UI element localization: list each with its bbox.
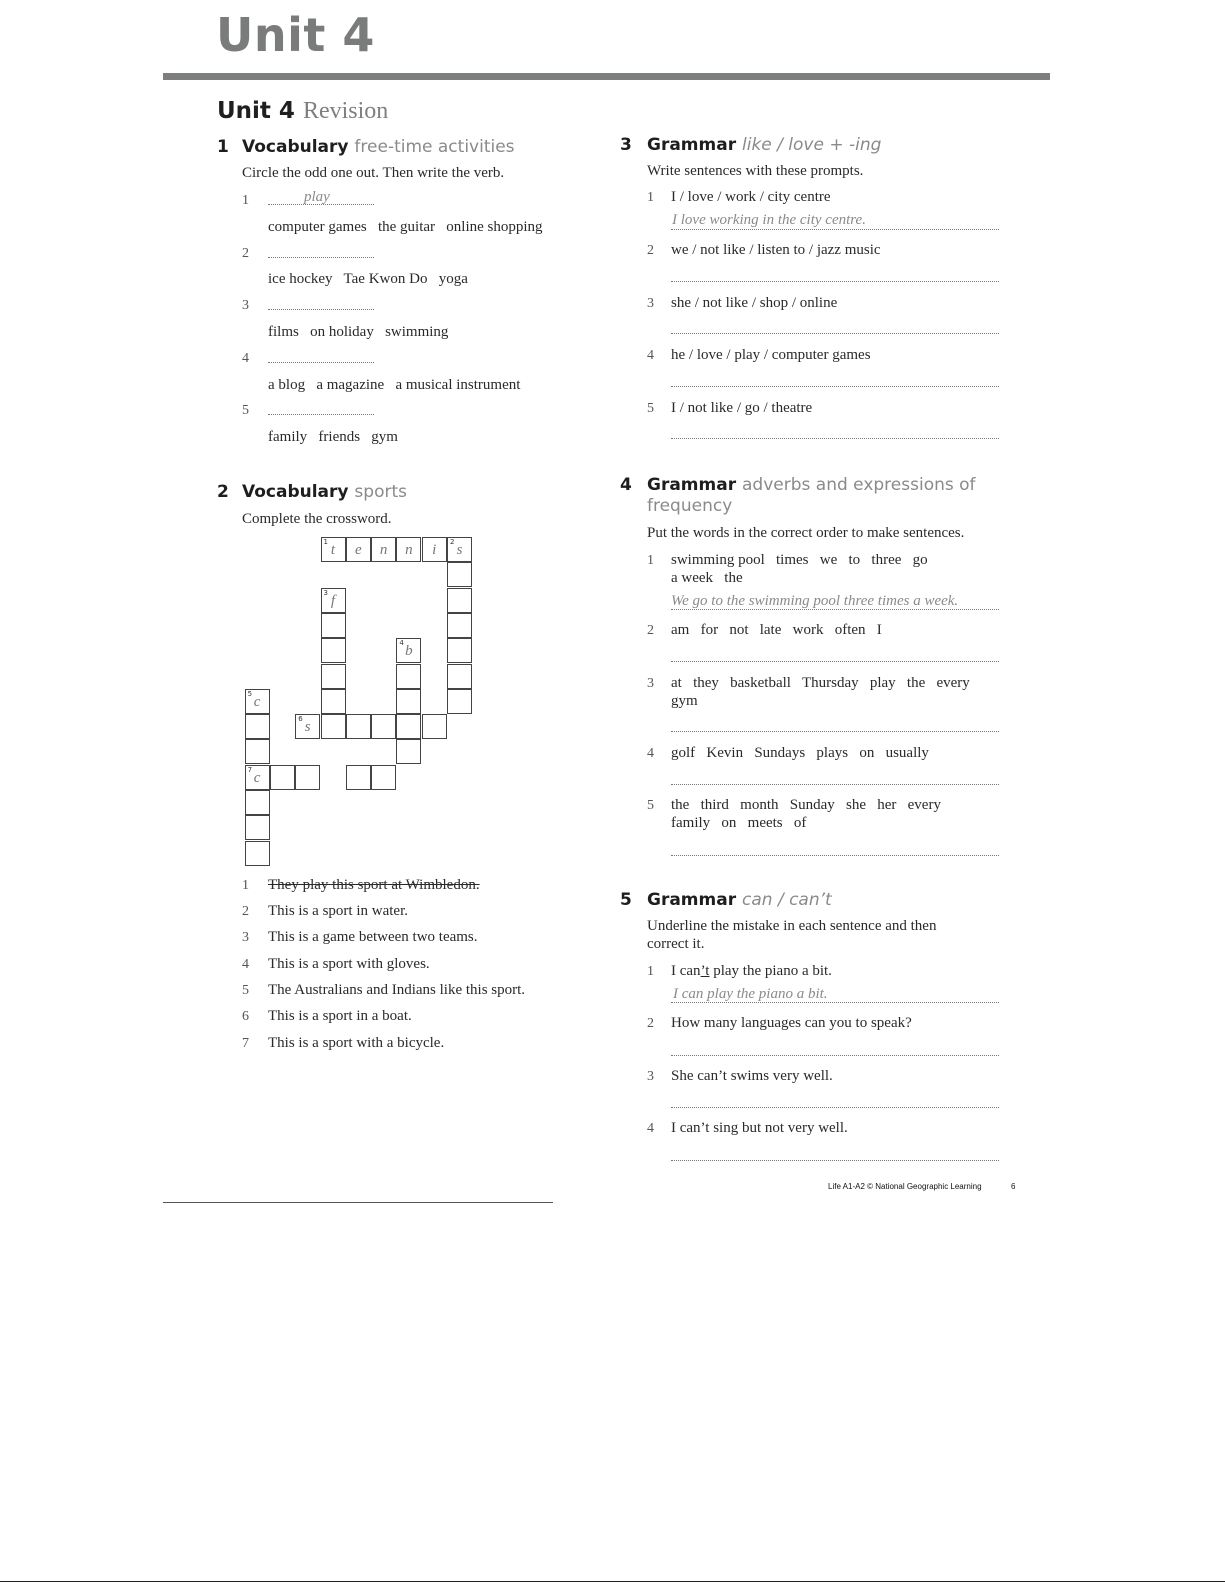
crossword-cell[interactable] [295, 714, 320, 739]
crossword-cell[interactable] [396, 664, 421, 689]
crossword-clue-number: 7 [247, 765, 253, 774]
section-2-title [242, 482, 407, 502]
crossword-cell[interactable] [245, 739, 270, 764]
section-3-instruction: Write sentences with these prompts. [647, 163, 864, 179]
s4-words: a week the [671, 570, 743, 586]
page-bottom-rule [0, 1581, 1225, 1582]
crossword-clue-number: 2 [450, 538, 455, 546]
crossword-cell[interactable] [346, 765, 371, 790]
clue-text: This is a game between two teams. [268, 929, 478, 945]
s4-item-number: 5 [647, 798, 654, 813]
crossword-cell[interactable] [447, 664, 472, 689]
page-number: 6 [1011, 1182, 1016, 1191]
s4-words: am for not late work often I [671, 622, 882, 638]
crossword-cell[interactable] [447, 613, 472, 638]
s3-answer-line[interactable] [671, 333, 999, 334]
crossword-letter: b [405, 643, 413, 660]
crossword-letter: s [304, 719, 311, 736]
s5-sentence: I can’t sing but not very well. [671, 1120, 848, 1136]
s1-answer-line[interactable] [268, 414, 374, 415]
crossword-cell[interactable] [245, 765, 270, 790]
revision-unit: Unit 4 [217, 98, 295, 124]
s3-answer-line[interactable] [671, 281, 999, 282]
s4-words: golf Kevin Sundays plays on usually [671, 745, 929, 761]
crossword-clue-number: 1 [323, 538, 328, 546]
section-1-instruction: Circle the odd one out. Then write the verb. [242, 165, 505, 181]
section-4-number: 4 [620, 475, 632, 495]
crossword-clue-number: 4 [399, 639, 404, 648]
s1-item-number: 5 [242, 403, 249, 418]
s5-answer-line[interactable] [671, 1160, 999, 1161]
section-1-topic: free-time activities [354, 137, 515, 157]
s1-answer-line[interactable] [268, 257, 374, 258]
crossword-cell[interactable] [321, 537, 346, 562]
clue-text: This is a sport with gloves. [268, 956, 430, 972]
s1-item-number: 2 [242, 246, 249, 261]
s1-item-number: 4 [242, 351, 249, 366]
clue-number: 7 [242, 1036, 249, 1051]
s3-item-number: 3 [647, 296, 654, 311]
s1-item-words: computer games the guitar online shopping [268, 219, 543, 235]
revision-word: Revision [302, 98, 389, 124]
section-5-instruction-line2: correct it. [647, 936, 705, 952]
s1-item-words: ice hockey Tae Kwon Do yoga [268, 271, 468, 287]
s5-sentence-start: I can [671, 963, 701, 979]
s5-item-number: 3 [647, 1069, 654, 1084]
clue-number: 4 [242, 957, 249, 972]
s1-answer-line[interactable] [268, 309, 374, 310]
s5-item-number: 4 [647, 1121, 654, 1136]
section-1-label: Vocabulary [242, 137, 349, 157]
s3-answer-line [671, 229, 999, 230]
s5-sentence [671, 963, 832, 980]
clue-text: This is a sport in water. [268, 903, 408, 919]
crossword-cell[interactable] [245, 689, 270, 714]
s4-answer: We go to the swimming pool three times a week. [671, 593, 959, 609]
s4-answer-line[interactable] [671, 661, 999, 662]
header-rule [163, 73, 1050, 80]
s3-prompt: she / not like / shop / online [671, 295, 838, 311]
crossword-cell[interactable] [346, 537, 371, 562]
section-1-number: 1 [217, 137, 229, 157]
s1-item-number: 1 [242, 193, 249, 208]
crossword-cell[interactable] [245, 841, 270, 866]
s5-answer-line[interactable] [671, 1107, 999, 1108]
section-2-topic: sports [354, 482, 407, 502]
crossword-cell[interactable] [346, 714, 371, 739]
clue-text: This is a sport with a bicycle. [268, 1035, 445, 1051]
s5-answer-line[interactable] [671, 1055, 999, 1056]
crossword-clue-number: 6 [298, 715, 303, 724]
section-4-topic-continued: frequency [647, 496, 733, 516]
s3-item-number: 4 [647, 348, 654, 363]
s3-item-number: 1 [647, 190, 654, 205]
s1-answer-line[interactable] [268, 362, 374, 363]
s4-item-number: 2 [647, 623, 654, 638]
crossword-letter: n [405, 542, 413, 558]
clue-number: 6 [242, 1009, 249, 1024]
crossword-cell[interactable] [321, 689, 346, 714]
footer-rule [163, 1202, 553, 1203]
clue-number: 5 [242, 983, 249, 998]
s5-sentence: How many languages can you to speak? [671, 1015, 912, 1031]
crossword-cell[interactable] [270, 765, 295, 790]
clue-text: This is a sport in a boat. [268, 1008, 412, 1024]
s3-answer-line[interactable] [671, 386, 999, 387]
s4-words: the third month Sunday she her every [671, 797, 941, 813]
s3-prompt: I / love / work / city centre [671, 189, 831, 205]
section-4-title [647, 475, 976, 495]
section-2-label: Vocabulary [242, 482, 349, 502]
s4-item-number: 4 [647, 746, 654, 761]
crossword-cell[interactable] [447, 689, 472, 714]
crossword-cell[interactable] [396, 638, 421, 663]
s5-answer-line [671, 1002, 999, 1003]
footer-credit: Life A1-A2 © National Geographic Learning [828, 1182, 982, 1191]
crossword-cell[interactable] [422, 537, 447, 562]
crossword-letter: f [330, 592, 336, 609]
crossword-cell[interactable] [447, 588, 472, 613]
crossword-cell[interactable] [371, 765, 396, 790]
s4-answer-line[interactable] [671, 855, 999, 856]
s3-answer: I love working in the city centre. [672, 212, 866, 228]
section-2-instruction: Complete the crossword. [242, 511, 392, 527]
crossword-cell[interactable] [245, 790, 270, 815]
s4-words: at they basketball Thursday play the every [671, 675, 970, 691]
clue-number: 1 [242, 878, 249, 893]
s4-answer-line[interactable] [671, 784, 999, 785]
s1-item-words: a blog a magazine a musical instrument [268, 377, 521, 393]
s3-prompt: I / not like / go / theatre [671, 400, 813, 416]
crossword-cell[interactable] [371, 714, 396, 739]
section-4-label: Grammar [647, 475, 737, 495]
section-4-instruction: Put the words in the correct order to make sentences. [647, 525, 965, 541]
s4-words: swimming pool times we to three go [671, 552, 928, 568]
section-5-topic: can / can’t [742, 890, 832, 910]
crossword-clue-number: 5 [247, 689, 253, 698]
crossword-cell[interactable] [321, 588, 346, 613]
clue-number: 3 [242, 930, 249, 945]
crossword-letter: t [330, 542, 336, 558]
crossword-cell[interactable] [396, 689, 421, 714]
s4-words: gym [671, 693, 698, 709]
crossword-cell[interactable] [321, 664, 346, 689]
crossword-letter: n [379, 542, 388, 558]
crossword-cell[interactable] [396, 714, 421, 739]
section-3-number: 3 [620, 135, 632, 155]
section-5-label: Grammar [647, 890, 737, 910]
crossword-cell[interactable] [321, 714, 346, 739]
section-3-topic: like / love + -ing [742, 135, 882, 155]
crossword-cell[interactable] [447, 537, 472, 562]
s5-underlined-mistake: ’t [700, 963, 710, 979]
section-3-title [647, 135, 881, 155]
s1-item-number: 3 [242, 298, 249, 313]
crossword-cell[interactable] [321, 613, 346, 638]
crossword-cell[interactable] [321, 638, 346, 663]
s4-words: family on meets of [671, 815, 807, 831]
crossword-letter: s [456, 542, 463, 558]
s4-answer-line [671, 609, 999, 610]
crossword-clue-number: 3 [323, 588, 328, 597]
crossword-letter: c [253, 693, 261, 710]
s1-answer: play [304, 189, 330, 205]
s4-item-number: 1 [647, 553, 654, 568]
s4-answer-line[interactable] [671, 731, 999, 732]
section-5-number: 5 [620, 890, 632, 910]
section-5-instruction: Underline the mistake in each sentence and then [647, 918, 937, 934]
crossword-cell[interactable] [396, 739, 421, 764]
crossword-cell[interactable] [371, 537, 396, 562]
section-1-title [242, 137, 515, 157]
crossword-cell[interactable] [422, 714, 447, 739]
section-4-title-line2 [647, 496, 732, 516]
crossword-cell[interactable] [447, 638, 472, 663]
clue-text: They play this sport at Wimbledon. [268, 877, 480, 893]
section-4-topic: adverbs and expressions of [742, 475, 976, 495]
s1-item-words: films on holiday swimming [268, 324, 449, 340]
crossword-cell[interactable] [245, 815, 270, 840]
clue-text: The Australians and Indians like this sport. [268, 982, 526, 998]
section-5-title [647, 890, 832, 910]
s3-item-number: 5 [647, 401, 654, 416]
crossword-cell[interactable] [295, 765, 320, 790]
section-2-number: 2 [217, 482, 229, 502]
crossword-letter: c [253, 769, 261, 786]
s5-sentence-end: play the piano a bit. [709, 963, 832, 979]
section-3-label: Grammar [647, 135, 737, 155]
s3-answer-line[interactable] [671, 438, 999, 439]
s1-item-words: family friends gym [268, 429, 398, 445]
s5-answer: I can play the piano a bit. [673, 986, 828, 1002]
s4-item-number: 3 [647, 676, 654, 691]
s3-item-number: 2 [647, 243, 654, 258]
crossword-cell[interactable] [396, 537, 421, 562]
crossword-cell[interactable] [447, 562, 472, 587]
s3-prompt: we / not like / listen to / jazz music [671, 242, 881, 258]
unit-title: Unit 4 [216, 8, 375, 62]
s5-item-number: 2 [647, 1016, 654, 1031]
s3-prompt: he / love / play / computer games [671, 347, 871, 363]
crossword-letter: i [432, 542, 437, 558]
crossword-cell[interactable] [245, 714, 270, 739]
clue-number: 2 [242, 904, 249, 919]
crossword-letter: e [354, 542, 362, 558]
s5-item-number: 1 [647, 964, 654, 979]
s5-sentence: She can’t swims very well. [671, 1068, 833, 1084]
revision-heading [217, 98, 388, 125]
